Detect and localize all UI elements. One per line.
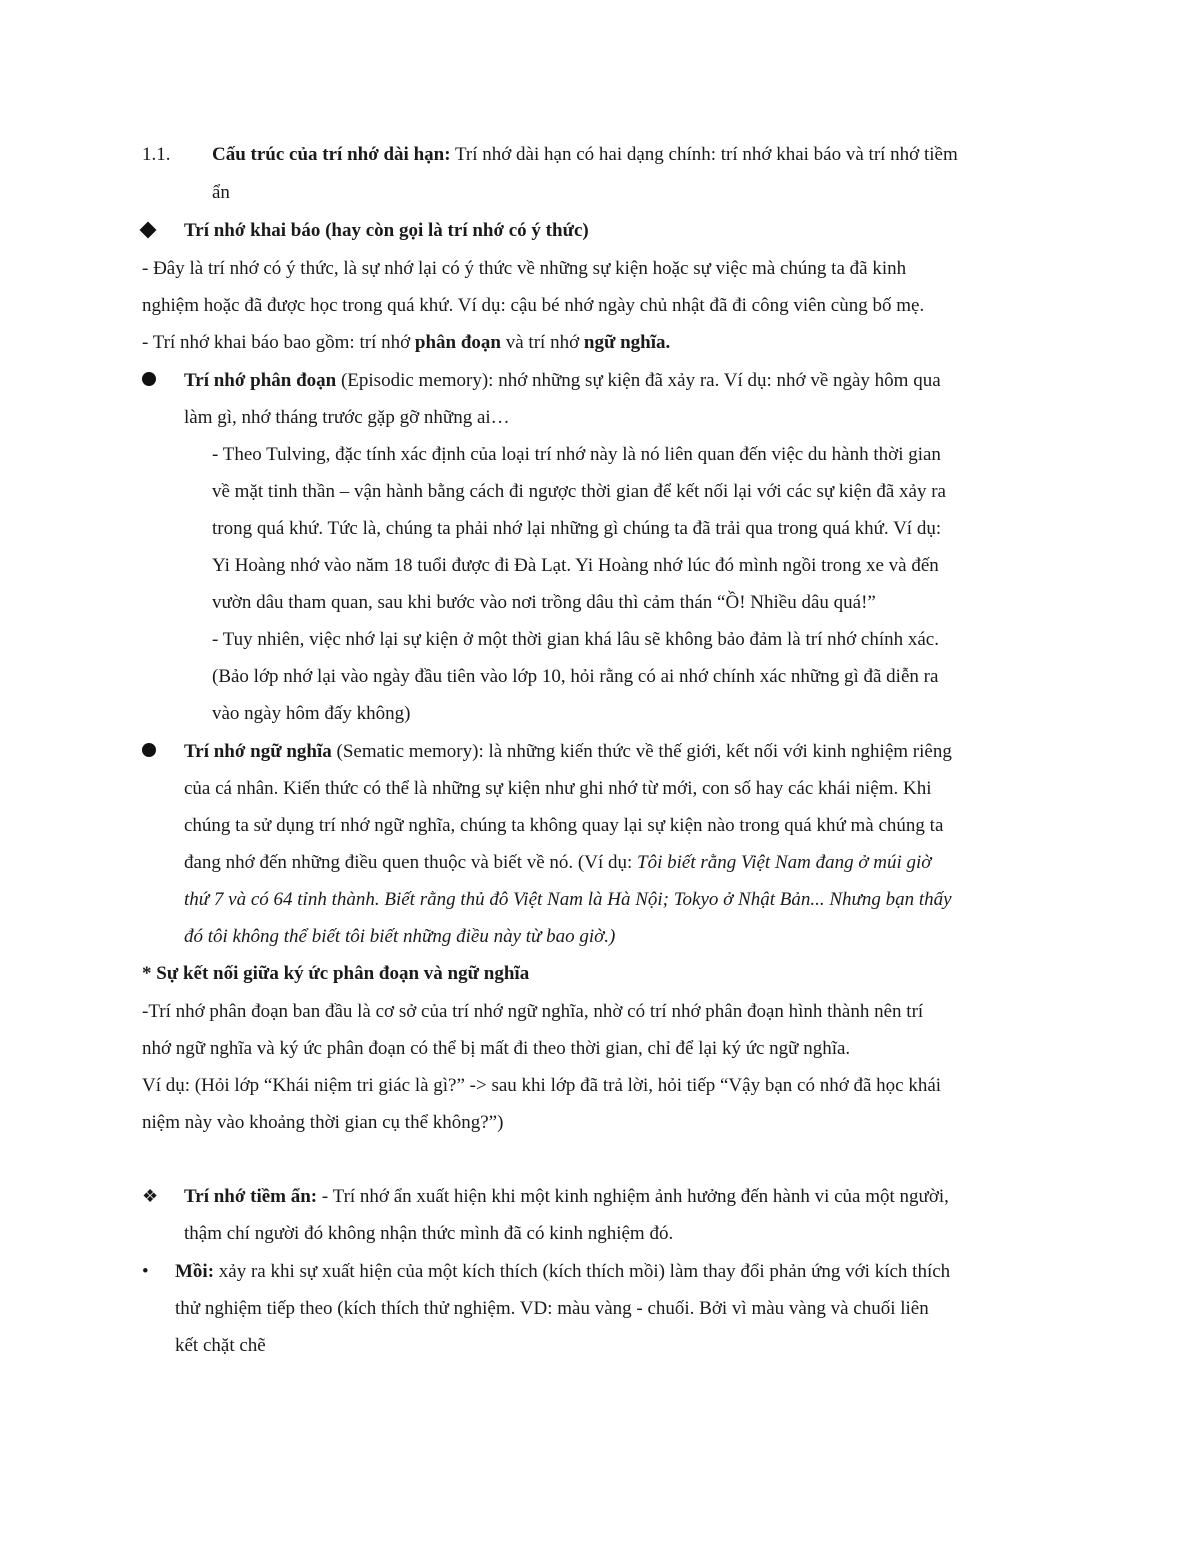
semantic-term: Trí nhớ ngữ nghĩa (184, 741, 332, 762)
episodic-line-2: làm gì, nhớ tháng trước gặp gỡ những ai… (184, 407, 510, 428)
episodic-line-1: Trí nhớ phân đoạn (Episodic memory): nhớ những sự kiện đã xảy ra. Ví dụ: nhớ về ngày hôm qua (184, 370, 941, 391)
filled-circle-icon (142, 362, 166, 399)
link-line-4: niệm này vào khoảng thời gian cụ thể không?”) (142, 1112, 504, 1133)
link-heading: * Sự kết nối giữa ký ức phân đoạn và ngữ nghĩa (142, 963, 530, 984)
link-line-2: nhớ ngữ nghĩa và ký ức phân đoạn có thể bị mất đi theo thời gian, chỉ để lại ký ức ngữ nghĩa. (142, 1038, 851, 1059)
tulving-line: - Theo Tulving, đặc tính xác định của loại trí nhớ này là nó liên quan đến việc du hành thời gian (212, 444, 941, 465)
priming-line-3: kết chặt chẽ (175, 1335, 266, 1356)
however-line: (Bảo lớp nhớ lại vào ngày đầu tiên vào lớp 10, hỏi rằng có ai nhớ chính xác những gì đã diễn ra (212, 666, 939, 687)
tulving-line: Yi Hoàng nhớ vào năm 18 tuổi được đi Đà Lạt. Yi Hoàng nhớ lúc đó mình ngồi trong xe và đến (212, 555, 939, 576)
link-line-1: -Trí nhớ phân đoạn ban đầu là cơ sở của trí nhớ ngữ nghĩa, nhờ có trí nhớ phân đoạn hình thành nên trí (142, 1001, 924, 1022)
link-line-3: Ví dụ: (Hỏi lớp “Khái niệm tri giác là gì?” -> sau khi lớp đã trả lời, hỏi tiếp “Vậy bạn có nhớ đã học khái (142, 1075, 942, 1096)
implicit-line-1: Trí nhớ tiềm ẩn: - Trí nhớ ẩn xuất hiện khi một kinh nghiệm ảnh hưởng đến hành vi của một người, (184, 1186, 949, 1207)
filled-circle-icon (142, 733, 166, 770)
semantic-line-4: đang nhớ đến những điều quen thuộc và biết về nó. (Ví dụ: Tôi biết rằng Việt Nam đang ở múi giờ (184, 852, 932, 873)
diamond-icon (142, 212, 166, 249)
tulving-line: vườn dâu tham quan, sau khi bước vào nơi trồng dâu thì cảm thán “Ồ! Nhiều dâu quá!” (212, 592, 876, 613)
declarative-line-1: - Đây là trí nhớ có ý thức, là sự nhớ lại có ý thức về những sự kiện hoặc sự việc mà chúng ta đã kinh (142, 258, 907, 279)
priming-line-2: thử nghiệm tiếp theo (kích thích thử nghiệm. VD: màu vàng - chuối. Bởi vì màu vàng và chuối liên (175, 1298, 929, 1319)
four-diamond-icon: ❖ (142, 1186, 159, 1206)
section-intro: Trí nhớ dài hạn có hai dạng chính: trí nhớ khai báo và trí nhớ tiềm (450, 144, 958, 165)
section-intro-cont: ẩn (212, 182, 230, 203)
priming-line-1: Mồi: xảy ra khi sự xuất hiện của một kích thích (kích thích mồi) làm thay đổi phản ứng với kích thích (175, 1261, 951, 1282)
semantic-line-6: đó tôi không thể biết tôi biết những điều này từ bao giờ.) (184, 926, 616, 947)
section-title-line (212, 136, 958, 173)
however-line: - Tuy nhiên, việc nhớ lại sự kiện ở một thời gian khá lâu sẽ không bảo đảm là trí nhớ chính xác. (212, 629, 939, 650)
episodic-term: Trí nhớ phân đoạn (184, 370, 337, 391)
section-number: 1.1. (142, 144, 171, 165)
semantic-line-1: Trí nhớ ngữ nghĩa (Sematic memory): là những kiến thức về thế giới, kết nối với kinh nghiệm riêng (184, 741, 952, 762)
declarative-line-3: - Trí nhớ khai báo bao gồm: trí nhớ phân đoạn và trí nhớ ngữ nghĩa. (142, 332, 671, 353)
priming-term: Mồi: (175, 1261, 215, 1282)
implicit-line-2: thậm chí người đó không nhận thức mình đã có kinh nghiệm đó. (184, 1223, 674, 1244)
declarative-heading: Trí nhớ khai báo (hay còn gọi là trí nhớ có ý thức) (184, 220, 589, 241)
however-line: vào ngày hôm đấy không) (212, 703, 411, 724)
section-title: Cấu trúc của trí nhớ dài hạn: (212, 144, 451, 165)
semantic-line-5: thứ 7 và có 64 tỉnh thành. Biết rằng thủ đô Việt Nam là Hà Nội; Tokyo ở Nhật Bản... Nhưng bạn thấy (184, 889, 952, 910)
tulving-line: trong quá khứ. Tức là, chúng ta phải nhớ lại những gì chúng ta đã trải qua trong quá khứ. Ví dụ: (212, 518, 942, 539)
semantic-line-2: của cá nhân. Kiến thức có thể là những sự kiện như ghi nhớ từ mới, con số hay các khái niệm. Khi (184, 778, 932, 799)
declarative-line-2: nghiệm hoặc đã được học trong quá khứ. Ví dụ: cậu bé nhớ ngày chủ nhật đã đi công viên cùng bố mẹ. (142, 295, 925, 316)
tulving-line: về mặt tinh thần – vận hành bằng cách đi ngược thời gian để kết nối lại với các sự kiện đã xảy ra (212, 481, 946, 502)
semantic-line-3: chúng ta sử dụng trí nhớ ngữ nghĩa, chúng ta không quay lại sự kiện nào trong quá khứ mà chúng ta (184, 815, 944, 836)
implicit-term: Trí nhớ tiềm ẩn: (184, 1186, 318, 1207)
small-dot-icon: • (142, 1261, 149, 1282)
